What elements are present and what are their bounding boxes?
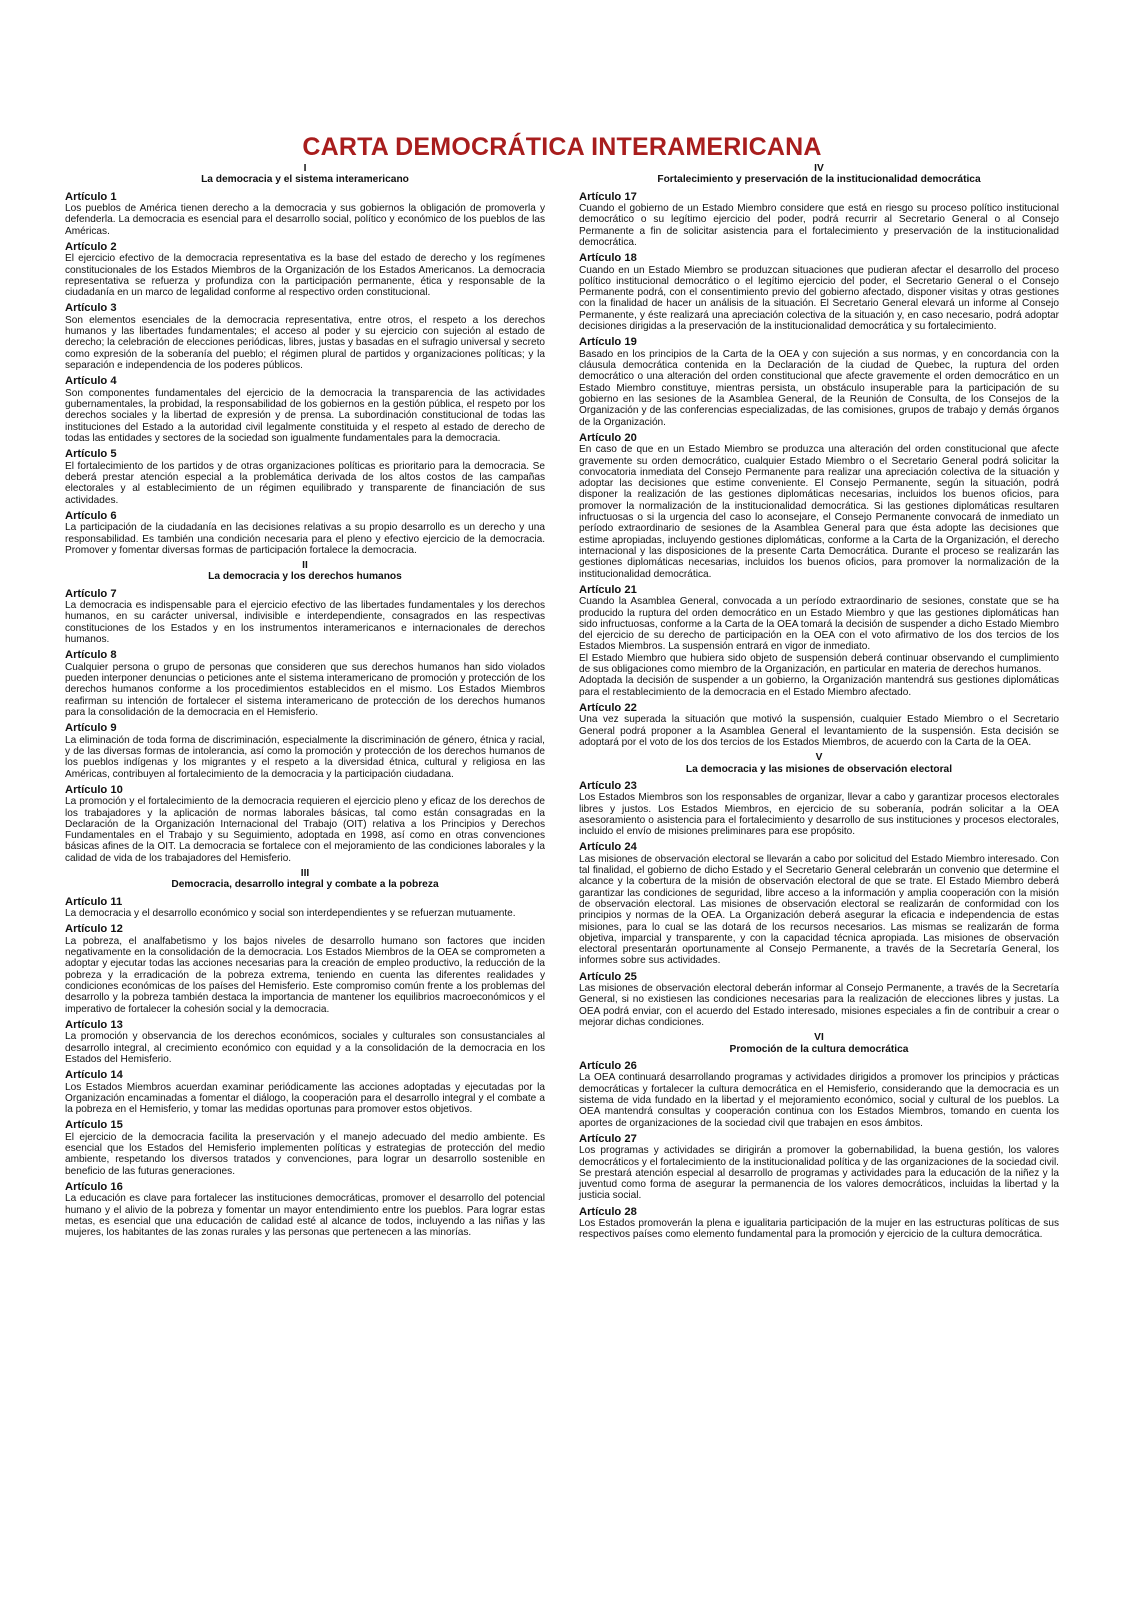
chapter-title: La democracia y las misiones de observación electoral xyxy=(685,763,953,775)
article xyxy=(579,841,1059,966)
article-paragraph: La OEA continuará desarrollando programas y actividades dirigidos a promover los principios y prácticas democráticas y fortalecer la cultura democrática en el Hemisferio, considerando que la democracia es un sistema de vida fundado en la libertad y el mejoramiento económico, social y cultural de los pueblos. La OEA mantendrá consultas y cooperación continua con los Estados Miembros, tomando en cuenta los aportes de organizaciones de la sociedad civil que trabajen en esos ámbitos. xyxy=(579,1072,1059,1129)
article-paragraph: La democracia y el desarrollo económico y social son interdependientes y se refuerzan mutuamente. xyxy=(65,908,516,920)
article-paragraph: La democracia es indispensable para el ejercicio efectivo de las libertades fundamentales y los derechos humanos, en su carácter universal, indivisible e interdependiente, consagrados en las respectivas constituciones de los Estados y en los instrumentos interamericanos e internacionales de derechos humanos. xyxy=(65,600,545,646)
article xyxy=(579,252,1059,332)
article-paragraph: Basado en los principios de la Carta de la OEA y con sujeción a sus normas, y en concordancia con la cláusula democrática contenida en la Declaración de la ciudad de Quebec, la ruptura del orden democrático o una alteración del orden constitucional que afecte gravemente el orden democrático en un Estado Miembro constituye, mientras persista, un obstáculo insuperable para la participación de su gobierno en las sesiones de la Asamblea General, de la Reunión de Consulta, de los Consejos de la Organización y de las conferencias especializadas, de las comisiones, grupos de trabajo y demás órganos de la Organización. xyxy=(579,348,1059,428)
article-paragraph: La participación de la ciudadanía en las decisiones relativas a su propio desarrollo es un derecho y una responsabilidad. Es también una condición necesaria para el pleno y efectivo ejercicio de la democracia. Promover y fomentar diversas formas de participación fortalece la democracia. xyxy=(65,522,545,556)
chapter-title: Fortalecimiento y preservación de la institucionalidad democrática xyxy=(657,174,981,186)
article-title: Artículo 5 xyxy=(65,448,117,461)
article-title: Artículo 1 xyxy=(65,190,117,203)
article-title: Artículo 7 xyxy=(65,587,117,600)
article-paragraph: Los pueblos de América tienen derecho a la democracia y sus gobiernos la obligación de promoverla y defenderla. La democracia es esencial para el desarrollo social, político y económico de los pueblos de las Américas. xyxy=(65,203,545,237)
article xyxy=(65,302,545,371)
article-paragraph: La eliminación de toda forma de discriminación, especialmente la discriminación de género, étnica y racial, y de las diversas formas de intolerancia, así como la promoción y protección de los derechos humanos de los pueblos indígenas y los migrantes y el respeto a la diversidad étnica, cultural y religiosa en las Américas, contribuyen al fortalecimiento de la democracia y la participación ciudadana. xyxy=(65,734,545,780)
article xyxy=(579,1133,1059,1202)
article-title: Artículo 19 xyxy=(579,336,637,349)
article-paragraph: La promoción y el fortalecimiento de la democracia requieren el ejercicio pleno y eficaz de los derechos de los trabajadores y la aplicación de normas laborales básicas, tal como están consagradas en la Declaración de la Organización Internacional del Trabajo (OIT) relativa a los Principios y Derechos Fundamentales en el Trabajo y su Seguimiento, adoptada en 1998, así como en otras convenciones básicas afines de la OIT. La democracia se fortalece con el mejoramiento de las condiciones laborales y la calidad de vida de los trabajadores del Hemisferio. xyxy=(65,796,545,864)
article-paragraph: Las misiones de observación electoral se llevarán a cabo por solicitud del Estado Miembro interesado. Con tal finalidad, el gobierno de dicho Estado y el Secretario General celebrarán un convenio que determine el alcance y la cobertura de la misión de observación electoral de que se trate. El Estado Miembro deberá garantizar las condiciones de seguridad, libre acceso a la información y amplia cooperación con la misión de observación electoral. Las misiones de observación electoral se realizarán de conformidad con los principios y normas de la OEA. La Organización deberá asegurar la eficacia e independencia de estas misiones, para lo cual se las dotará de los recursos necesarios. Las mismas se realizarán de forma objetiva, imparcial y transparente, y con la capacidad técnica apropiada. Las misiones de observación electoral presentarán oportunamente al Consejo Permanente, a través de la Secretaría General, los informes sobre sus actividades. xyxy=(579,853,1059,967)
chapter-title: Democracia, desarrollo integral y combate a la pobreza xyxy=(171,879,439,891)
article xyxy=(65,1019,545,1065)
article-paragraph: Los Estados Miembros son los responsables de organizar, llevar a cabo y garantizar procesos electorales libres y justos. Los Estados Miembros, en ejercicio de su soberanía, podrán solicitar a la OEA asesoramiento o asistencia para el fortalecimiento y desarrollo de sus instituciones y procesos electorales, incluido el envío de misiones preliminares para ese propósito. xyxy=(579,792,1059,838)
article-paragraph: El fortalecimiento de los partidos y de otras organizaciones políticas es prioritario para la democracia. Se deberá prestar atención especial a la problemática derivada de los altos costos de las campañas electorales y al establecimiento de un régimen equilibrado y transparente de financiación de sus actividades. xyxy=(65,460,545,506)
article-title: Artículo 23 xyxy=(579,779,637,792)
article-title: Artículo 28 xyxy=(579,1205,637,1218)
article xyxy=(65,722,545,780)
chapter-heading xyxy=(579,752,1059,775)
article xyxy=(65,1181,545,1239)
article-paragraph: En caso de que en un Estado Miembro se produzca una alteración del orden constitucional que afecte gravemente su orden democrático, cualquier Estado Miembro o el Secretario General podrá solicitar la convocatoria inmediata del Consejo Permanente para realizar una apreciación colectiva de la situación y adoptar las decisiones que estime conveniente. El Consejo Permanente, según la situación, podrá disponer la realización de las gestiones diplomáticas necesarias, incluidos los buenos oficios, para promover la normalización de la institucionalidad democrática. Si las gestiones diplomáticas resultaren infructuosas o si la urgencia del caso lo aconsejare, el Consejo Permanente convocará de inmediato un período extraordinario de sesiones de la Asamblea General para que ésta adopte las decisiones que estime apropiadas, incluyendo gestiones diplomáticas, conforme a la Carta de la Organización, el derecho internacional y las disposiciones de la presente Carta Democrática. Durante el proceso se realizarán las gestiones diplomáticas necesarias, incluidos los buenos oficios, para promover la normalización de la institucionalidad democrática. xyxy=(579,444,1059,580)
article-paragraph: La educación es clave para fortalecer las instituciones democráticas, promover el desarrollo del potencial humano y el alivio de la pobreza y fomentar un mayor entendimiento entre los pueblos. Para lograr estas metas, es esencial que una educación de calidad esté al alcance de todos, incluyendo a las niñas y las mujeres, los habitantes de las zonas rurales y las personas que pertenecen a las minorías. xyxy=(65,1193,545,1239)
article xyxy=(579,971,1059,1029)
article-title: Artículo 17 xyxy=(579,190,637,203)
article-paragraph: Las misiones de observación electoral deberán informar al Consejo Permanente, a través de la Secretaría General, si no existiesen las condiciones necesarias para la realización de elecciones libres y justas. La OEA podrá enviar, con el acuerdo del Estado interesado, misiones especiales a fin de contribuir a crear o mejorar dichas condiciones. xyxy=(579,983,1059,1029)
chapter-title: La democracia y los derechos humanos xyxy=(208,571,402,583)
article xyxy=(65,1119,545,1177)
article xyxy=(65,588,545,646)
article-paragraph: Los Estados promoverán la plena e igualitaria participación de la mujer en las estructuras políticas de sus respectivos países como elemento fundamental para la promoción y ejercicio de la cultura democrática. xyxy=(579,1218,1059,1241)
article xyxy=(65,649,545,718)
chapter-title: Promoción de la cultura democrática xyxy=(729,1043,909,1055)
article-title: Artículo 26 xyxy=(579,1059,637,1072)
article-paragraph: La pobreza, el analfabetismo y los bajos niveles de desarrollo humano son factores que inciden negativamente en la consolidación de la democracia. Los Estados Miembros de la OEA se comprometen a adoptar y ejecutar todas las acciones necesarias para la creación de empleo productivo, la reducción de la pobreza y la erradicación de la pobreza extrema, teniendo en cuenta las diferentes realidades y condiciones económicas de los países del Hemisferio. Este compromiso común frente a los problemas del desarrollo y la pobreza también destaca la importancia de mantener los equilibrios macroeconómicos y el imperativo de fortalecer la cohesión social y la democracia. xyxy=(65,935,545,1015)
article-title: Artículo 13 xyxy=(65,1018,123,1031)
article xyxy=(65,448,545,506)
article-title: Artículo 22 xyxy=(579,701,637,714)
chapter-number: II xyxy=(302,560,308,572)
chapter-heading xyxy=(579,1032,1059,1055)
chapter-number: V xyxy=(815,752,823,764)
article-title: Artículo 4 xyxy=(65,375,117,388)
article-paragraph: La promoción y observancia de los derechos económicos, sociales y culturales son consustanciales al desarrollo integral, al crecimiento económico con equidad y a la consolidación de la democracia en los Estados del Hemisferio. xyxy=(65,1031,545,1065)
chapter-number: III xyxy=(300,868,310,880)
chapter-heading xyxy=(65,163,545,186)
article-paragraph: Adoptada la decisión de suspender a un gobierno, la Organización mantendrá sus gestiones diplomáticas para el restablecimiento de la democracia en el Estado Miembro afectado. xyxy=(579,675,1059,698)
article-title: Artículo 21 xyxy=(579,583,637,596)
article-title: Artículo 24 xyxy=(579,841,637,854)
chapter-heading xyxy=(65,560,545,583)
article-title: Artículo 8 xyxy=(65,649,117,662)
document-title: CARTA DEMOCRÁTICA INTERAMERICANA xyxy=(302,132,822,161)
article-title: Artículo 6 xyxy=(65,509,117,522)
article-paragraph: Cuando la Asamblea General, convocada a un período extraordinario de sesiones, constate que se ha producido la ruptura del orden democrático en un Estado Miembro y que las gestiones diplomáticas han sido infructuosas, conforme a la Carta de la OEA tomará la decisión de suspender a dicho Estado Miembro del ejercicio de su derecho de participación en la OEA con el voto afirmativo de los dos tercios de los Estados Miembros. La suspensión entrará en vigor de inmediato. xyxy=(579,596,1059,653)
article xyxy=(65,784,545,864)
article-title: Artículo 25 xyxy=(579,970,637,983)
left-column xyxy=(65,160,545,1243)
right-column xyxy=(579,160,1059,1245)
article-title: Artículo 27 xyxy=(579,1132,637,1145)
chapter-number: IV xyxy=(814,163,824,174)
article-paragraph: Cualquier persona o grupo de personas que consideren que sus derechos humanos han sido violados pueden interponer denuncias o peticiones ante el sistema interamericano de promoción y protección de los derechos humanos conforme a los procedimientos establecidos en el mismo. Los Estados Miembros reafirman su intención de fortalecer el sistema interamericano de protección de los derechos humanos para la consolidación de la democracia en el Hemisferio. xyxy=(65,661,545,718)
article-paragraph: El ejercicio efectivo de la democracia representativa es la base del estado de derecho y los regímenes constitucionales de los Estados Miembros de la Organización de los Estados Americanos. La democracia representativa se refuerza y profundiza con la participación permanente, ética y responsable de la ciudadanía en un marco de legalidad conforme al respectivo orden constitucional. xyxy=(65,253,545,299)
article-title: Artículo 20 xyxy=(579,431,637,444)
article-paragraph: Cuando en un Estado Miembro se produzcan situaciones que pudieran afectar el desarrollo del proceso político institucional democrático o el legítimo ejercicio del poder, el Secretario General o el Consejo Permanente podrá, con el consentimiento previo del gobierno afectado, disponer visitas y otras gestiones con la finalidad de hacer un análisis de la situación. El Secretario General elevará un informe al Consejo Permanente, y éste realizará una apreciación colectiva de la situación y, en caso necesario, podrá adoptar decisiones dirigidas a la preservación de la institucionalidad democrática y su fortalecimiento. xyxy=(579,264,1059,333)
article xyxy=(65,510,545,556)
article xyxy=(579,1060,1059,1129)
article xyxy=(579,584,1059,698)
article-paragraph: Son componentes fundamentales del ejercicio de la democracia la transparencia de las actividades gubernamentales, la probidad, la responsabilidad de los gobiernos en la gestión pública, el respeto por los derechos sociales y la libertad de expresión y de prensa. La subordinación constitucional de todas las instituciones del Estado a la autoridad civil legalmente constituida y el respeto al estado de derecho de todas las entidades y sectores de la sociedad son igualmente fundamentales para la democracia. xyxy=(65,387,545,444)
article-title: Artículo 14 xyxy=(65,1069,123,1082)
article-title: Artículo 9 xyxy=(65,722,117,735)
chapter-heading xyxy=(65,868,545,891)
article-title: Artículo 15 xyxy=(65,1119,123,1132)
article-paragraph: Los Estados Miembros acuerdan examinar periódicamente las acciones adoptadas y ejecutadas por la Organización encaminadas a fomentar el diálogo, la cooperación para el desarrollo integral y el combate a la pobreza en el Hemisferio, y tomar las medidas oportunas para promover estos objetivos. xyxy=(65,1081,545,1116)
article xyxy=(65,923,545,1014)
article-title: Artículo 11 xyxy=(65,895,123,908)
chapter-number: VI xyxy=(814,1032,824,1044)
article xyxy=(579,432,1059,580)
article xyxy=(579,191,1059,249)
article-title: Artículo 3 xyxy=(65,302,117,315)
article xyxy=(65,191,545,237)
article-title: Artículo 16 xyxy=(65,1180,123,1193)
article xyxy=(65,896,545,920)
article-title: Artículo 18 xyxy=(579,252,637,265)
article xyxy=(579,1206,1059,1241)
article-paragraph: El ejercicio de la democracia facilita la preservación y el manejo adecuado del medio ambiente. Es esencial que los Estados del Hemisferio implementen políticas y estrategias de protección del medio ambiente, respetando los diversos tratados y convenciones, para lograr un desarrollo sostenible en beneficio de las futuras generaciones. xyxy=(65,1131,545,1177)
article-title: Artículo 10 xyxy=(65,783,123,796)
article-title: Artículo 12 xyxy=(65,923,123,936)
article xyxy=(65,1069,545,1115)
article-paragraph: El Estado Miembro que hubiera sido objeto de suspensión deberá continuar observando el cumplimiento de sus obligaciones como miembro de la Organización, en particular en materia de derechos humanos. xyxy=(579,652,1059,676)
article xyxy=(579,336,1059,427)
article xyxy=(579,780,1059,838)
article-paragraph: Una vez superada la situación que motivó la suspensión, cualquier Estado Miembro o el Secretario General podrá proponer a la Asamblea General el levantamiento de la suspensión. Esta decisión se adoptará por el voto de los dos tercios de los Estados Miembros, de acuerdo con la Carta de la OEA. xyxy=(579,714,1059,748)
chapter-title: La democracia y el sistema interamericano xyxy=(201,174,409,186)
article-paragraph: Cuando el gobierno de un Estado Miembro considere que está en riesgo su proceso político institucional democrático o su legítimo ejercicio del poder, podrá recurrir al Secretario General o al Consejo Permanente a fin de solicitar asistencia para el fortalecimiento y preservación de la institucionalidad democrática. xyxy=(579,203,1059,248)
article xyxy=(65,241,545,299)
article-paragraph: Son elementos esenciales de la democracia representativa, entre otros, el respeto a los derechos humanos y las libertades fundamentales; el acceso al poder y su ejercicio con sujeción al estado de derecho; la celebración de elecciones periódicas, libres, justas y basadas en el sufragio universal y secreto como expresión de la soberanía del pueblo; el régimen plural de partidos y organizaciones políticas; y la separación e independencia de los poderes públicos. xyxy=(65,314,545,372)
article xyxy=(579,702,1059,748)
chapter-number: I xyxy=(303,163,307,174)
article xyxy=(65,375,545,444)
article-title: Artículo 2 xyxy=(65,240,117,253)
chapter-heading xyxy=(579,163,1059,186)
article-paragraph: Los programas y actividades se dirigirán a promover la gobernabilidad, la buena gestión, los valores democráticos y el fortalecimiento de la institucionalidad política y de las organizaciones de la sociedad civil. Se prestará atención especial al desarrollo de programas y actividades para la educación de la niñez y la juventud como forma de asegurar la permanencia de los valores democráticos, incluidas la libertad y la justicia social. xyxy=(579,1145,1059,1202)
